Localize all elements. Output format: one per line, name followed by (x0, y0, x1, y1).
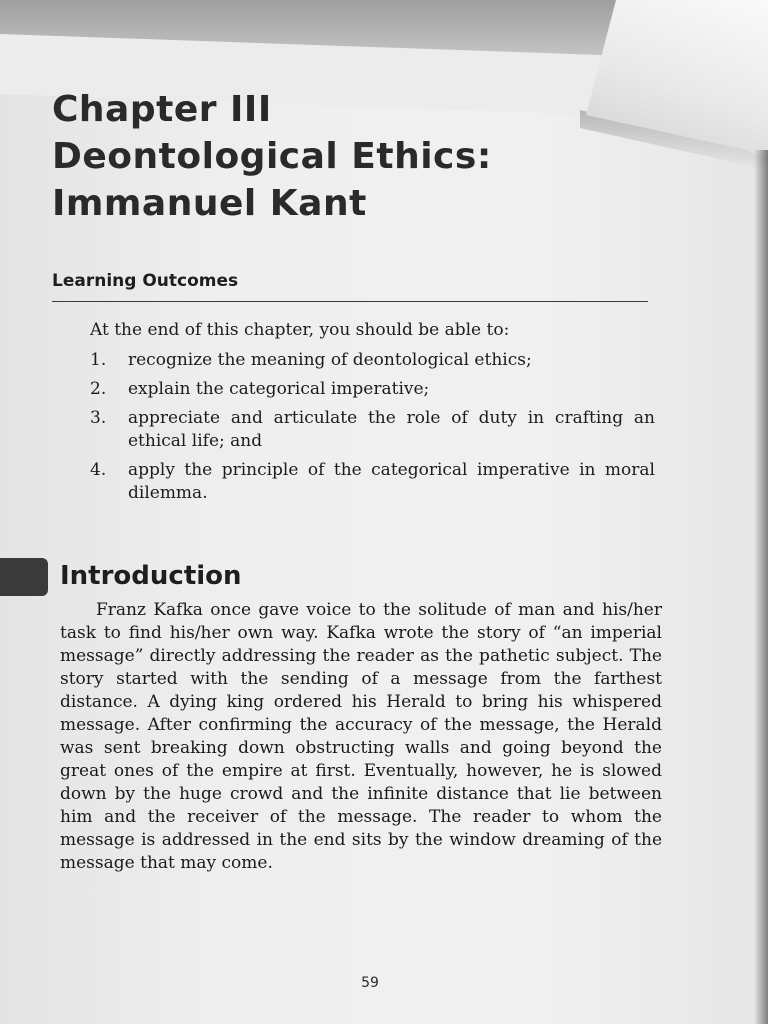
list-item (90, 459, 655, 505)
list-item-number: 3. (90, 408, 107, 428)
learning-outcomes-list (90, 349, 655, 511)
list-item (90, 407, 655, 453)
list-item-number: 2. (90, 379, 107, 399)
introduction-paragraph: Franz Kafka once gave voice to the solitude of man and his/her task to find his/her own way. Kafka wrote the story of “an imperial message” directly addressing the reader as the pathetic subject. The story started with the sending of a message from the farthest distance. A dying king ordered his Herald to bring his whispered message. After confirming the accuracy of the message, the Herald was sent breaking down obstructing walls and going beyond the great ones of the empire at first. Eventually, however, he is slowed down by the huge crowd and the infinite distance that lie between him and the receiver of the message. The reader to whom the message is addressed in the end sits by the window dreaming of the message that may come. (60, 600, 662, 873)
learning-outcomes-intro: At the end of this chapter, you should be able to: (90, 320, 510, 340)
heading-rule (52, 301, 648, 302)
chapter-title (52, 86, 532, 227)
page-number: 59 (361, 975, 379, 991)
list-item-text: explain the categorical imperative; (128, 379, 430, 399)
page-edge-shadow (754, 150, 768, 1024)
list-item-number: 4. (90, 460, 107, 480)
list-item-text: apply the principle of the categorical imperative in moral dilemma. (128, 460, 655, 503)
list-item-text: appreciate and articulate the role of duty in crafting an ethical life; and (128, 408, 655, 451)
list-item (90, 378, 655, 401)
chapter-title-line-1: Deontological Ethics: (52, 136, 492, 177)
list-item-text: recognize the meaning of deontological ethics; (128, 350, 532, 370)
chapter-title-line-2: Immanuel Kant (52, 183, 367, 224)
section-marker-tab (0, 558, 48, 596)
chapter-number: Chapter III (52, 89, 272, 130)
list-item (90, 349, 655, 372)
introduction-heading: Introduction (60, 561, 242, 591)
learning-outcomes-heading: Learning Outcomes (52, 271, 239, 291)
list-item-number: 1. (90, 350, 107, 370)
